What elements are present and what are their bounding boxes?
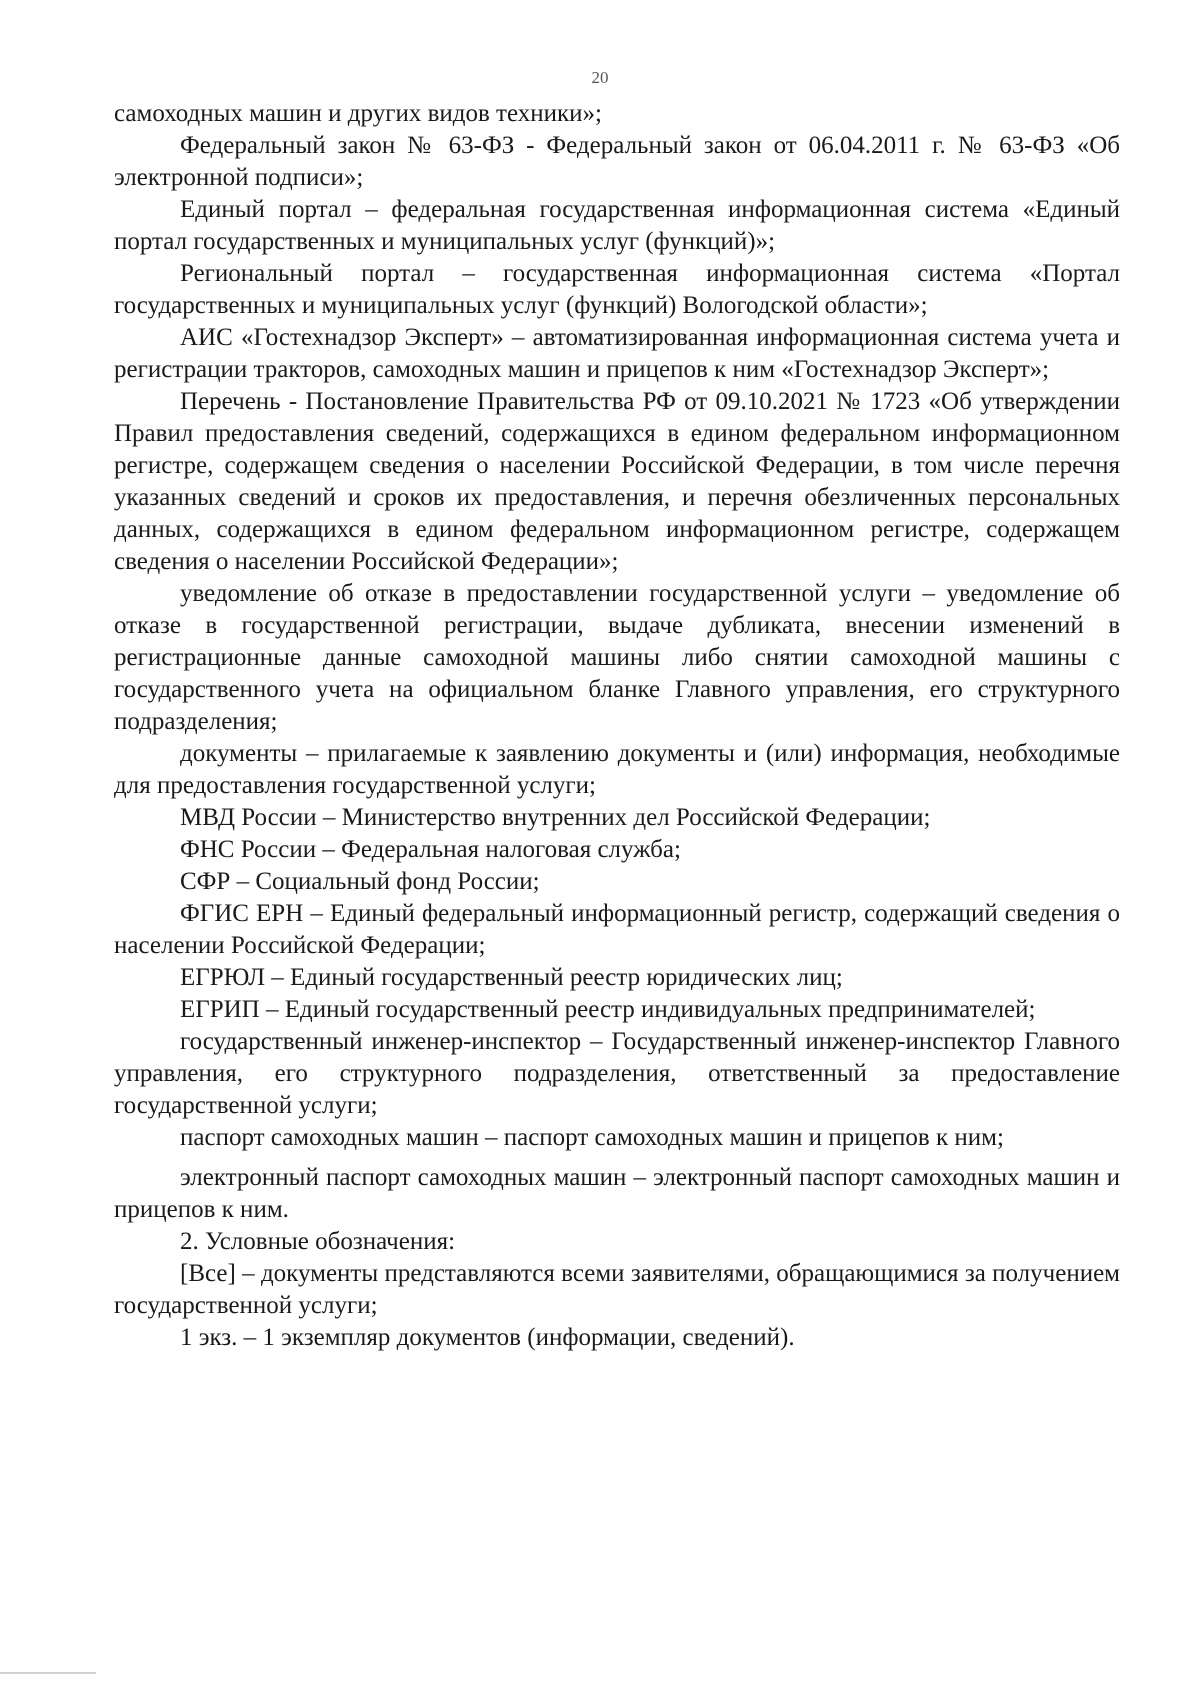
paragraph: государственный инженер-инспектор – Государственный инженер-инспектор Главного управления, его структурного подразделения, ответственный за предоставление государственной услуги; — [114, 1028, 1120, 1119]
paragraph: МВД России – Министерство внутренних дел Российской Федерации; — [180, 804, 931, 831]
paragraph: ЕГРИП – Единый государственный реестр индивидуальных предпринимателей; — [180, 996, 1036, 1023]
paragraph: Перечень - Постановление Правительства РФ от 09.10.2021 № 1723 «Об утверждении Правил предоставления сведений, содержащихся в едином федеральном информационном регистре, содержащем сведения о населении Российской Федерации, в том числе перечня указанных сведений и сроков их предоставления, и перечня обезличенных персональных данных, содержащихся в едином федеральном информационном регистре, содержащем сведения о населении Российской Федерации»; — [114, 388, 1120, 575]
paragraph: ФНС России – Федеральная налоговая служба; — [180, 836, 681, 863]
paragraph: ФГИС ЕРН – Единый федеральный информационный регистр, содержащий сведения о населении Российской Федерации; — [114, 900, 1120, 959]
paragraph: документы – прилагаемые к заявлению документы и (или) информация, необходимые для предоставления государственной услуги; — [114, 740, 1120, 799]
paragraph: ЕГРЮЛ – Единый государственный реестр юридических лиц; — [180, 964, 843, 991]
paragraph: 2. Условные обозначения: — [180, 1228, 456, 1255]
paragraph: АИС «Гостехнадзор Эксперт» – автоматизированная информационная система учета и регистрации тракторов, самоходных машин и прицепов к ним «Гостехнадзор Эксперт»; — [114, 324, 1120, 383]
paragraph: уведомление об отказе в предоставлении государственной услуги – уведомление об отказе в государственной регистрации, выдаче дубликата, внесении изменений в регистрационные данные самоходной машины либо снятии самоходной машины с государственного учета на официальном бланке Главного управления, его структурного подразделения; — [114, 580, 1120, 735]
paragraph: Федеральный закон № 63-ФЗ - Федеральный закон от 06.04.2011 г. № 63-ФЗ «Об электронной подписи»; — [114, 132, 1120, 191]
paragraph: Единый портал – федеральная государственная информационная система «Единый портал государственных и муниципальных услуг (функций)»; — [114, 196, 1120, 255]
page-number: 20 — [591, 68, 609, 87]
paragraph: самоходных машин и других видов техники»; — [114, 100, 602, 127]
paragraph: Региональный портал – государственная информационная система «Портал государственных и муниципальных услуг (функций) Вологодской области»; — [114, 260, 1120, 319]
paragraph: электронный паспорт самоходных машин – электронный паспорт самоходных машин и прицепов к ним. — [114, 1164, 1120, 1223]
document-body — [114, 98, 1120, 1354]
paragraph: [Все] – документы представляются всеми заявителями, обращающимися за получением государственной услуги; — [114, 1260, 1120, 1319]
paragraph: 1 экз. – 1 экземпляр документов (информации, сведений). — [180, 1324, 795, 1351]
scan-edge-mark — [0, 1672, 96, 1674]
paragraph: паспорт самоходных машин – паспорт самоходных машин и прицепов к ним; — [180, 1124, 1004, 1151]
paragraph: СФР – Социальный фонд России; — [180, 868, 540, 895]
